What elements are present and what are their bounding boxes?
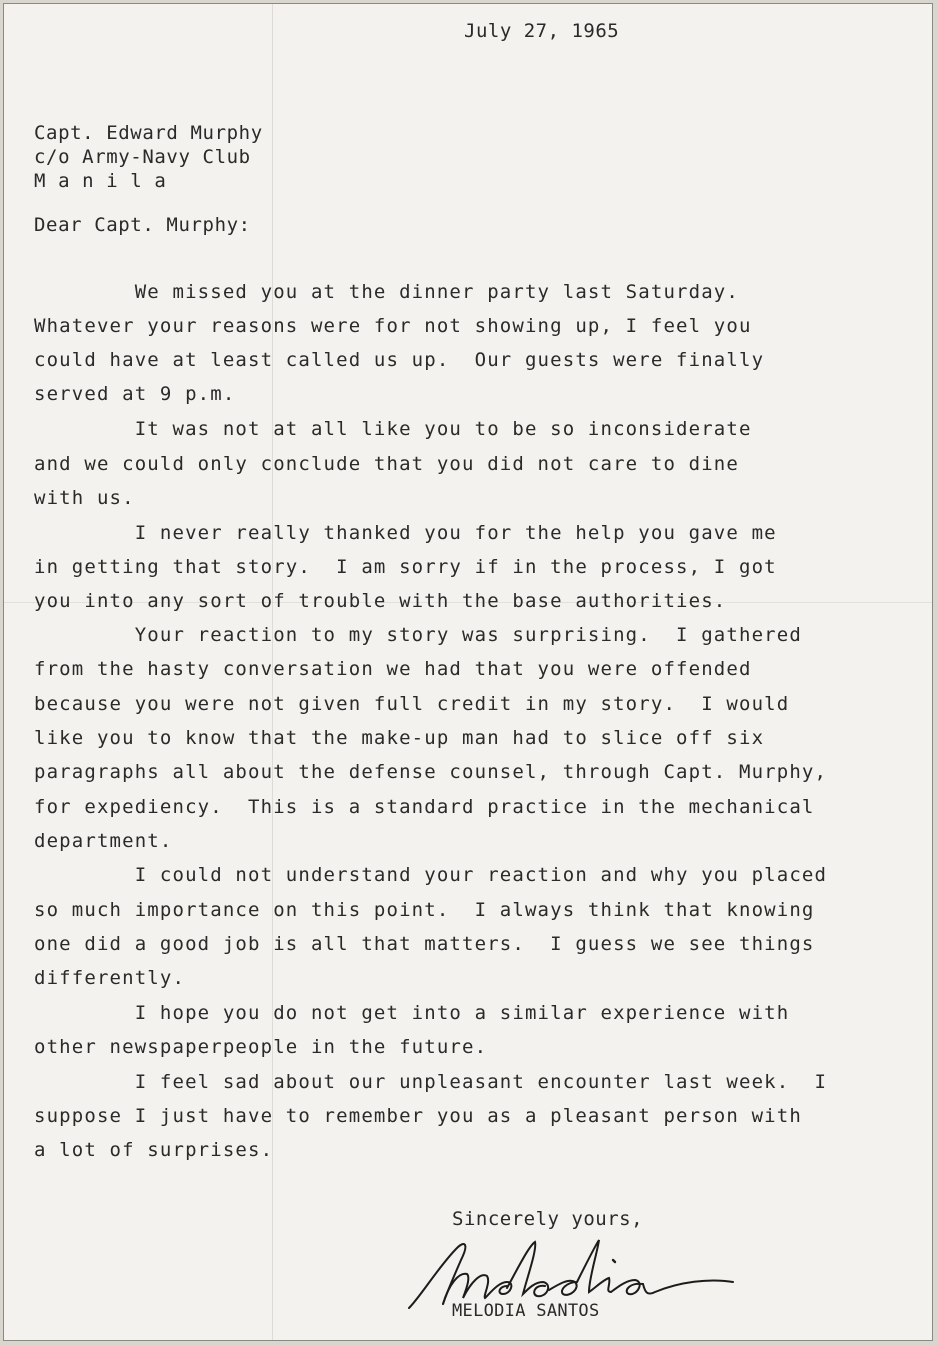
body-line: and we could only conclude that you did not care to dine [34, 453, 739, 475]
body-line: served at 9 p.m. [34, 383, 236, 405]
body-line: It was not at all like you to be so inconsiderate [34, 418, 752, 440]
body-line: suppose I just have to remember you as a pleasant person with [34, 1105, 802, 1127]
body-line: other newspaperpeople in the future. [34, 1036, 488, 1058]
address-line-city: M a n i l a [34, 170, 167, 192]
body-line: We missed you at the dinner party last Saturday. [34, 281, 739, 303]
closing: Sincerely yours, [452, 1208, 644, 1230]
body-line: could have at least called us up. Our guests were finally [34, 349, 765, 371]
body-line: differently. [34, 967, 186, 989]
body-line: with us. [34, 487, 135, 509]
body-line: I could not understand your reaction and why you placed [34, 864, 828, 886]
address-line-name: Capt. Edward Murphy [34, 122, 263, 144]
body-line: I feel sad about our unpleasant encounter last week. I [34, 1071, 828, 1093]
body-line: like you to know that the make-up man had to slice off six [34, 727, 765, 749]
address-line-care-of: c/o Army-Navy Club [34, 146, 251, 168]
body-line: because you were not given full credit in my story. I would [34, 693, 790, 715]
salutation: Dear Capt. Murphy: [34, 214, 251, 236]
body-line: so much importance on this point. I always think that knowing [34, 899, 815, 921]
body-line: in getting that story. I am sorry if in the process, I got [34, 556, 777, 578]
body-line: I never really thanked you for the help you gave me [34, 522, 777, 544]
body-line: I hope you do not get into a similar experience with [34, 1002, 790, 1024]
body-line: for expediency. This is a standard practice in the mechanical [34, 796, 815, 818]
letter-page [3, 3, 933, 1341]
body-line: department. [34, 830, 173, 852]
body-line: you into any sort of trouble with the base authorities. [34, 590, 727, 612]
body-line: one did a good job is all that matters. I guess we see things [34, 933, 815, 955]
body-line: a lot of surprises. [34, 1139, 274, 1161]
letter-date: July 27, 1965 [464, 20, 620, 42]
body-line: Whatever your reasons were for not showing up, I feel you [34, 315, 752, 337]
body-line: from the hasty conversation we had that you were offended [34, 658, 752, 680]
body-line: Your reaction to my story was surprising. I gathered [34, 624, 802, 646]
signer-name: MELODIA SANTOS [452, 1301, 600, 1321]
body-line: paragraphs all about the defense counsel, through Capt. Murphy, [34, 761, 828, 783]
